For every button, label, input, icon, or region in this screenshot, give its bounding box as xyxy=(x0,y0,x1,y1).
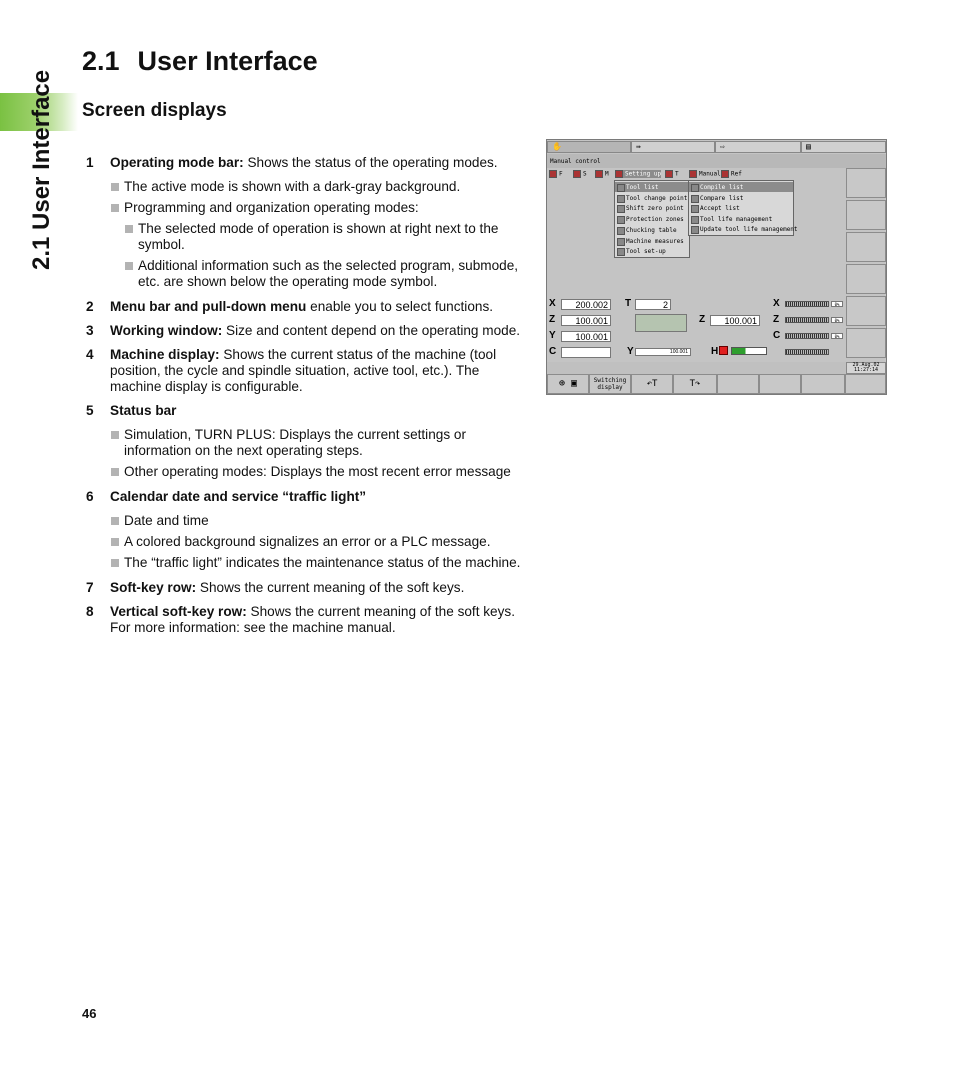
menu-icon xyxy=(691,226,699,234)
bullet-item: Other operating modes: Displays the most recent error message xyxy=(110,464,526,480)
tool-label: T xyxy=(625,298,632,309)
item-number: 6 xyxy=(86,489,94,504)
tab-organization[interactable] xyxy=(801,141,886,153)
axis-x-label: X xyxy=(549,298,556,309)
dropdown-item[interactable] xyxy=(689,203,793,213)
item-label: Operating mode bar: xyxy=(110,155,244,170)
bullet-item: The “traffic light” indicates the maintenance status of the machine. xyxy=(110,555,526,571)
axis-c-label: C xyxy=(549,346,557,357)
menu-icon xyxy=(573,170,581,178)
menu-setting-up[interactable] xyxy=(615,170,661,178)
menu-icon xyxy=(691,216,699,224)
dropdown-item-label: Tool list xyxy=(626,184,659,191)
softkey-empty[interactable] xyxy=(845,374,886,394)
item-number: 5 xyxy=(86,403,94,418)
side-chapter-title: 2.1 User Interface xyxy=(28,69,55,270)
menu-manual[interactable] xyxy=(689,170,721,178)
status-bar xyxy=(547,362,846,374)
softkey-label: ↶T xyxy=(646,379,658,389)
tool-value: 2 xyxy=(635,299,671,310)
dropdown-item[interactable] xyxy=(615,182,689,192)
load-z-label: Z xyxy=(773,314,780,325)
menu-icon xyxy=(617,227,625,235)
axis-y-label: Y xyxy=(549,330,556,341)
menu-icon xyxy=(721,170,729,178)
vertical-softkey[interactable] xyxy=(846,296,886,326)
menu-label: F xyxy=(559,170,563,178)
axis-z-value: 100.001 xyxy=(561,315,611,326)
menu-icon xyxy=(691,205,699,213)
bullet-subitem: The selected mode of operation is shown at right next to the symbol. xyxy=(124,221,526,253)
dropdown-item-label: Update tool life management xyxy=(700,226,798,233)
page-title xyxy=(82,46,318,77)
section-title: User Interface xyxy=(137,46,318,76)
time-text: 11:27:14 xyxy=(853,367,879,373)
page-number: 46 xyxy=(82,1006,97,1021)
load-gauge-c xyxy=(785,333,829,339)
program-icon: ⇛ xyxy=(636,142,641,151)
dropdown-item-label: Tool change point xyxy=(626,195,688,202)
dropdown-item[interactable] xyxy=(689,214,793,224)
dropdown-tool-list xyxy=(688,180,798,236)
mode-info-bar xyxy=(547,154,886,168)
tab-simulation[interactable] xyxy=(715,141,801,153)
feed-level-bar xyxy=(731,347,767,355)
softkey-switching-display[interactable] xyxy=(589,374,631,394)
dropdown-item[interactable] xyxy=(689,193,793,203)
item-label: Calendar date and service “traffic light” xyxy=(110,489,367,504)
dropdown-item[interactable] xyxy=(615,193,689,203)
menu-label: S xyxy=(583,170,587,178)
cycle-status-panel xyxy=(635,314,687,332)
menu-label: M xyxy=(605,170,609,178)
dropdown-item-label: Tool life management xyxy=(700,216,773,223)
hand-icon: ✋ xyxy=(552,142,562,151)
item-label: Status bar xyxy=(110,403,177,418)
menu-ref[interactable] xyxy=(721,170,742,178)
menu-icon xyxy=(691,184,699,192)
menu-icon xyxy=(691,195,699,203)
item-number: 7 xyxy=(86,580,94,595)
menu-icon xyxy=(617,248,625,256)
item-label: Machine display: xyxy=(110,347,220,362)
calendar-traffic-light xyxy=(846,362,886,374)
dropdown-item-label: Accept list xyxy=(700,205,740,212)
bullet-subitem: Additional information such as the selected program, submode, etc. are shown below the operating mode symbol. xyxy=(124,258,526,290)
softkey-row xyxy=(547,374,886,394)
dropdown-item[interactable] xyxy=(615,246,689,256)
y-bar-value: 100.001 xyxy=(635,348,691,356)
list-item xyxy=(86,580,526,596)
dropdown-setting-up xyxy=(614,180,690,258)
dropdown-item-label: Machine measures xyxy=(626,238,684,245)
menu-icon xyxy=(549,170,557,178)
dropdown-item-label: Compile list xyxy=(700,184,744,191)
axis-y-value: 100.001 xyxy=(561,331,611,342)
list-item xyxy=(86,489,526,505)
load-pct-x: 0% xyxy=(831,301,843,307)
date-text: 29.Aug.02 xyxy=(852,362,880,368)
item-text: Size and content depend on the operating mode. xyxy=(222,323,521,338)
dropdown-item-label: Tool set-up xyxy=(626,248,666,255)
item-number: 8 xyxy=(86,604,94,619)
load-gauge-z xyxy=(785,317,829,323)
display-icon: ⊕ ▣ xyxy=(558,378,578,389)
menu-icon xyxy=(665,170,673,178)
dropdown-item[interactable] xyxy=(689,182,793,192)
axis-y2-label: Y xyxy=(627,346,634,357)
stop-icon xyxy=(719,346,728,355)
menu-f[interactable] xyxy=(549,170,563,178)
load-c-label: C xyxy=(773,330,781,341)
vertical-softkey[interactable] xyxy=(846,328,886,358)
softkey-empty[interactable] xyxy=(759,374,801,394)
list-item xyxy=(86,403,526,419)
list-item xyxy=(86,604,526,636)
menu-label: Manual xyxy=(699,170,721,178)
menu-icon xyxy=(617,184,625,192)
description-list xyxy=(86,155,526,644)
dropdown-item-label: Protection zones xyxy=(626,216,684,223)
simulation-icon: ⇨ xyxy=(720,142,725,151)
menu-label: Setting up xyxy=(625,170,662,178)
menu-icon xyxy=(617,195,625,203)
item-text: enable you to select functions. xyxy=(306,299,494,314)
dropdown-item-label: Compare list xyxy=(700,195,744,202)
tab-manual[interactable] xyxy=(547,141,631,153)
softkey-tool-forward[interactable] xyxy=(673,374,717,394)
item-text: Shows the status of the operating modes. xyxy=(243,155,498,170)
vertical-softkey[interactable] xyxy=(846,264,886,294)
section-number: 2.1 xyxy=(82,46,120,76)
softkey-empty[interactable] xyxy=(801,374,845,394)
axis-z2-value: 100.001 xyxy=(710,315,760,326)
spindle-h-label: H xyxy=(711,346,719,357)
menu-icon xyxy=(617,238,625,246)
operating-mode-bar xyxy=(547,140,886,154)
list-item xyxy=(86,323,526,339)
menu-label: T xyxy=(675,170,679,178)
softkey-empty[interactable] xyxy=(717,374,759,394)
softkey-tool-back[interactable] xyxy=(631,374,673,394)
menu-t[interactable] xyxy=(665,170,679,178)
menu-icon xyxy=(617,205,625,213)
control-screenshot xyxy=(546,139,887,395)
mode-label: Manual control xyxy=(550,158,601,165)
axis-z-label: Z xyxy=(549,314,556,325)
item-label: Vertical soft-key row: xyxy=(110,604,247,619)
item-text: Shows the current meaning of the soft keys. For more information: see the machine manual. xyxy=(110,604,515,635)
item-label: Menu bar and pull-down menu xyxy=(110,299,307,314)
menu-bar xyxy=(549,170,846,179)
disk-icon: ▤ xyxy=(806,142,811,151)
menu-icon xyxy=(615,170,623,178)
item-number: 3 xyxy=(86,323,94,338)
dropdown-item[interactable] xyxy=(689,224,798,234)
load-pct-z: 0% xyxy=(831,317,843,323)
dropdown-item[interactable] xyxy=(615,203,689,213)
list-item xyxy=(86,155,526,171)
bullet-item: Date and time xyxy=(110,513,526,529)
item-text: Shows the current status of the machine (tool position, the cycle and spindle situation, active tool, etc.). The machine display is configurable. xyxy=(110,347,497,394)
load-x-label: X xyxy=(773,298,780,309)
item-label: Soft-key row: xyxy=(110,580,197,595)
bullet-item: Programming and organization operating modes: xyxy=(110,200,526,216)
list-item xyxy=(86,347,526,395)
vertical-softkey[interactable] xyxy=(846,232,886,262)
vertical-softkey[interactable] xyxy=(846,200,886,230)
list-item xyxy=(86,299,526,315)
load-gauge-x xyxy=(785,301,829,307)
dropdown-item-label: Shift zero point xyxy=(626,205,684,212)
softkey-display-icons[interactable] xyxy=(547,374,589,394)
item-number: 1 xyxy=(86,155,94,170)
dropdown-item-label: Chucking table xyxy=(626,227,677,234)
dropdown-item[interactable] xyxy=(615,214,689,224)
item-number: 4 xyxy=(86,347,94,362)
menu-m[interactable] xyxy=(595,170,609,178)
dropdown-item[interactable] xyxy=(615,236,689,246)
axis-z2-label: Z xyxy=(699,314,706,325)
menu-s[interactable] xyxy=(573,170,587,178)
item-number: 2 xyxy=(86,299,94,314)
menu-icon xyxy=(617,216,625,224)
vertical-softkey[interactable] xyxy=(846,168,886,198)
menu-label: Ref xyxy=(731,170,742,178)
item-text: Shows the current meaning of the soft keys. xyxy=(196,580,465,595)
subheading: Screen displays xyxy=(82,100,227,121)
bullet-item: A colored background signalizes an error or a PLC message. xyxy=(110,534,526,550)
machine-display xyxy=(547,296,846,362)
softkey-label: T↷ xyxy=(689,379,701,389)
axis-x-value: 200.002 xyxy=(561,299,611,310)
load-pct-c: 0% xyxy=(831,333,843,339)
bullet-item: The active mode is shown with a dark-gray background. xyxy=(110,179,526,195)
tab-program[interactable] xyxy=(631,141,715,153)
softkey-label: Switching display xyxy=(593,377,627,391)
load-gauge-spindle xyxy=(785,349,829,355)
menu-icon xyxy=(595,170,603,178)
item-label: Working window: xyxy=(110,323,223,338)
bullet-item: Simulation, TURN PLUS: Displays the current settings or information on the next operating steps. xyxy=(110,427,526,459)
dropdown-item[interactable] xyxy=(615,225,689,235)
axis-c-value xyxy=(561,347,611,358)
menu-icon xyxy=(689,170,697,178)
